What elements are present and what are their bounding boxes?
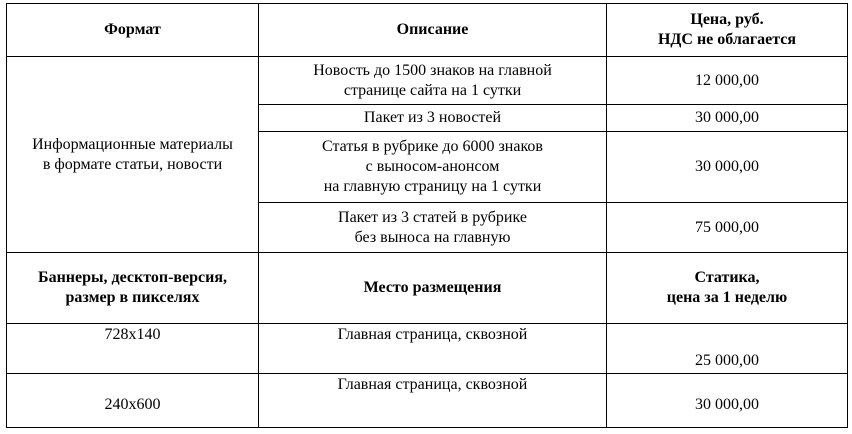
info-price-cell: 12 000,00 xyxy=(607,57,848,105)
banner-size-cell: 240x600 xyxy=(7,374,259,428)
banner-placement-cell: Главная страница, сквозной xyxy=(259,324,607,374)
header-price-line1: Цена, руб. xyxy=(690,11,764,28)
banner-format-line2: размер в пикселях xyxy=(65,289,200,306)
info-desc-cell xyxy=(259,57,607,105)
info-format-line2: в формате статьи, новости xyxy=(42,155,223,173)
banner-format-header xyxy=(7,253,259,324)
header-row xyxy=(7,4,848,57)
info-price-cell: 30 000,00 xyxy=(607,132,848,203)
header-format: Формат xyxy=(7,4,259,57)
table-row xyxy=(7,57,848,105)
info-desc-cell xyxy=(259,203,607,253)
banner-placement-header: Место размещения xyxy=(259,253,607,324)
info-format-line1: Информационные материалы xyxy=(32,135,233,153)
desc-line: Статья в рубрике до 6000 знаков xyxy=(322,138,543,155)
info-price-cell: 30 000,00 xyxy=(607,105,848,132)
banner-row xyxy=(7,374,848,428)
banner-price-cell: 25 000,00 xyxy=(607,324,848,374)
banner-price-line1: Статика, xyxy=(694,269,760,286)
info-price-cell: 75 000,00 xyxy=(607,203,848,253)
desc-line: на главную страницу на 1 сутки xyxy=(323,178,542,195)
desc-line: Пакет из 3 статей в рубрике xyxy=(338,208,527,226)
desc-line: с выносом-анонсом xyxy=(365,158,500,175)
info-desc-cell xyxy=(259,132,607,203)
info-format-cell xyxy=(7,57,259,253)
banner-row xyxy=(7,324,848,374)
header-description: Описание xyxy=(259,4,607,57)
banner-header-row xyxy=(7,253,848,324)
banner-placement-cell: Главная страница, сквозной xyxy=(259,374,607,428)
banner-size-cell: 728x140 xyxy=(7,324,259,374)
desc-line: странице сайта на 1 сутки xyxy=(343,81,522,99)
header-price-line2: НДС не облагается xyxy=(657,31,797,48)
info-desc-cell xyxy=(259,105,607,132)
header-price xyxy=(607,4,848,57)
banner-format-line1: Баннеры, десктоп-версия, xyxy=(37,269,228,286)
banner-price-cell: 30 000,00 xyxy=(607,374,848,428)
desc-line: Пакет из 3 новостей xyxy=(363,109,502,126)
desc-line: без выноса на главную xyxy=(354,228,511,246)
banner-price-header xyxy=(607,253,848,324)
banner-price-line2: цена за 1 неделю xyxy=(666,289,788,306)
desc-line: Новость до 1500 знаков на главной xyxy=(313,61,552,79)
price-table xyxy=(6,3,848,428)
